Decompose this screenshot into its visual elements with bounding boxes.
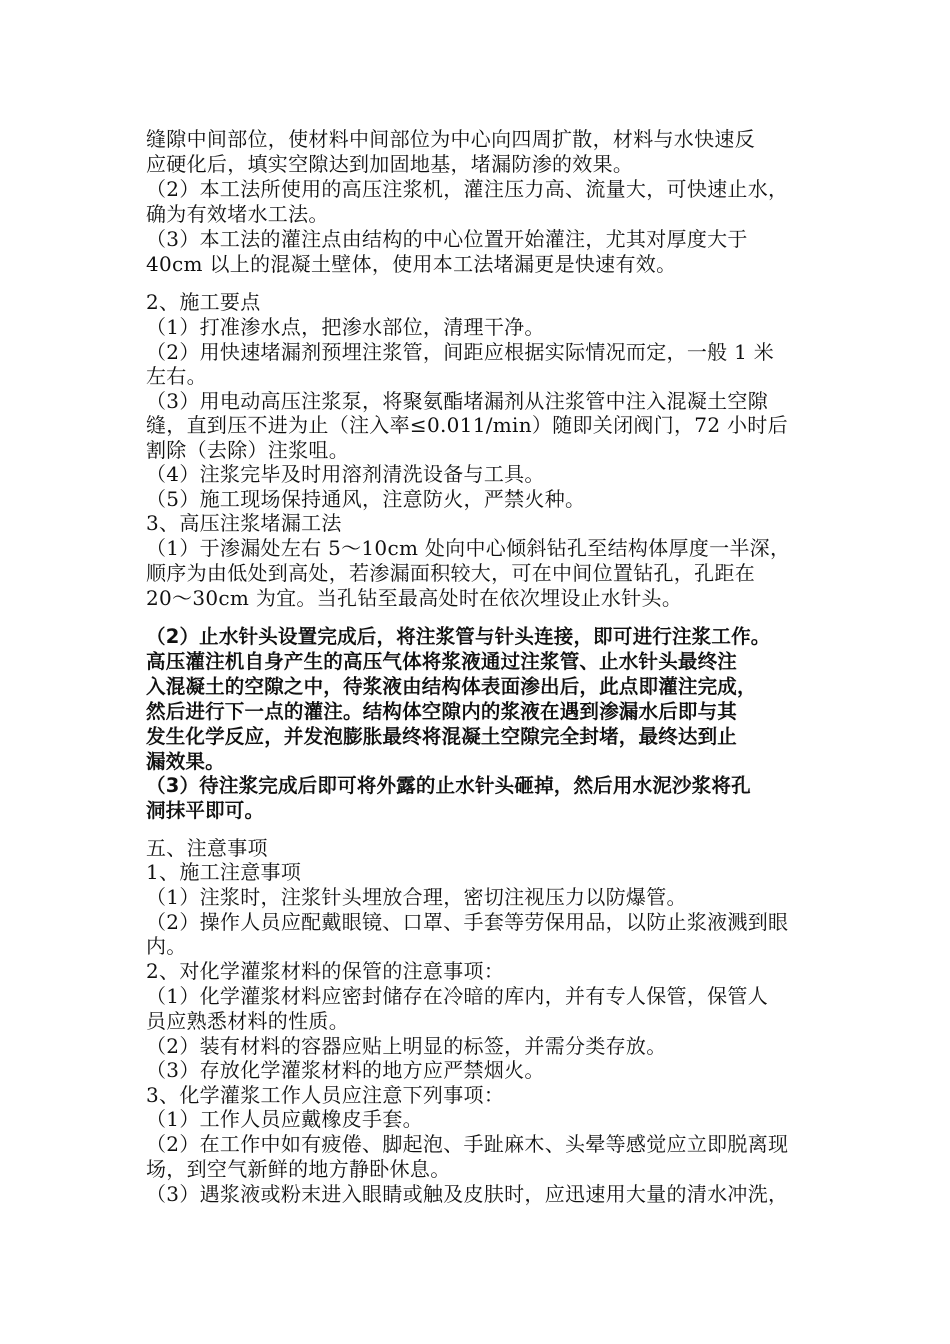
text-line: （2）在工作中如有疲倦、脚起泡、手趾麻木、头晕等感觉应立即脱离现: [146, 1132, 789, 1156]
section-heading: 3、高压注浆堵漏工法: [146, 511, 342, 535]
text-line: 缝，直到压不进为止（注入率≤0.011/min）随即关闭阀门，72 小时后: [146, 413, 788, 437]
text-line: 然后进行下一点的灌注。结构体空隙内的浆液在遇到渗漏水后即与其: [146, 700, 738, 723]
text-line: （3）遇浆液或粉末进入眼睛或触及皮肤时，应迅速用大量的清水冲洗，: [146, 1182, 789, 1206]
text-line: （3）用电动高压注浆泵，将聚氨酯堵漏剂从注浆管中注入混凝土空隙: [146, 389, 769, 413]
text-line: （3）待注浆完成后即可将外露的止水针头砸掉，然后用水泥沙浆将孔: [146, 774, 751, 797]
subsection-heading: 2、对化学灌浆材料的保管的注意事项：: [146, 959, 505, 983]
text-line: 缝隙中间部位，使材料中间部位为中心向四周扩散，材料与水快速反: [146, 127, 755, 151]
text-line: 高压灌注机自身产生的高压气体将浆液通过注浆管、止水针头最终注: [146, 650, 738, 673]
text-line: 内。: [146, 934, 187, 958]
subsection-heading: 3、化学灌浆工作人员应注意下列事项：: [146, 1083, 505, 1107]
text-line: 漏效果。: [146, 750, 225, 773]
text-line: （1）工作人员应戴橡皮手套。: [146, 1107, 423, 1131]
text-line: （2）装有材料的容器应贴上明显的标签，并需分类存放。: [146, 1034, 667, 1058]
text-line: （5）施工现场保持通风，注意防火，严禁火种。: [146, 487, 586, 511]
text-line: 40cm 以上的混凝土壁体，使用本工法堵漏更是快速有效。: [146, 252, 677, 276]
text-line: （4）注浆完毕及时用溶剂清洗设备与工具。: [146, 462, 545, 486]
subsection-heading: 1、施工注意事项: [146, 860, 302, 884]
text-line: 洞抹平即可。: [146, 799, 265, 822]
text-line: 左右。: [146, 364, 207, 388]
text-line: （1）化学灌浆材料应密封储存在冷暗的库内，并有专人保管，保管人: [146, 984, 769, 1008]
section-heading: 2、施工要点: [146, 290, 261, 314]
text-line: 发生化学反应，并发泡膨胀最终将混凝土空隙完全封堵，最终达到止: [146, 725, 738, 748]
text-line: 应硬化后，填实空隙达到加固地基，堵漏防渗的效果。: [146, 152, 634, 176]
text-line: 顺序为由低处到高处，若渗漏面积较大，可在中间位置钻孔，孔距在: [146, 561, 755, 585]
text-line: （2）用快速堵漏剂预埋注浆管，间距应根据实际情况而定，一般 1 米: [146, 340, 775, 364]
text-line: 员应熟悉材料的性质。: [146, 1009, 349, 1033]
text-line: 割除（去除）注浆咀。: [146, 438, 349, 462]
text-line: 场，到空气新鲜的地方静卧休息。: [146, 1157, 451, 1181]
text-line: 确为有效堵水工法。: [146, 202, 329, 226]
text-line: （1）注浆时，注浆针头埋放合理，密切注视压力以防爆管。: [146, 885, 687, 909]
text-line: （2）操作人员应配戴眼镜、口罩、手套等劳保用品，以防止浆液溅到眼: [146, 910, 789, 934]
section-heading: 五、注意事项: [146, 836, 268, 860]
text-line: （1）于渗漏处左右 5～10cm 处向中心倾斜钻孔至结构体厚度一半深，: [146, 536, 791, 560]
text-line: （3）本工法的灌注点由结构的中心位置开始灌注，尤其对厚度大于: [146, 227, 748, 251]
text-line: 20～30cm 为宜。当孔钻至最高处时在依次埋设止水针头。: [146, 586, 683, 610]
text-line: （3）存放化学灌浆材料的地方应严禁烟火。: [146, 1058, 545, 1082]
text-line: 入混凝土的空隙之中，待浆液由结构体表面渗出后，此点即灌注完成，: [146, 675, 757, 698]
text-line: （2）本工法所使用的高压注浆机，灌注压力高、流量大，可快速止水，: [146, 177, 789, 201]
text-line: （2）止水针头设置完成后，将注浆管与针头连接，即可进行注浆工作。: [146, 625, 771, 648]
text-line: （1）打准渗水点，把渗水部位，清理干净。: [146, 315, 545, 339]
